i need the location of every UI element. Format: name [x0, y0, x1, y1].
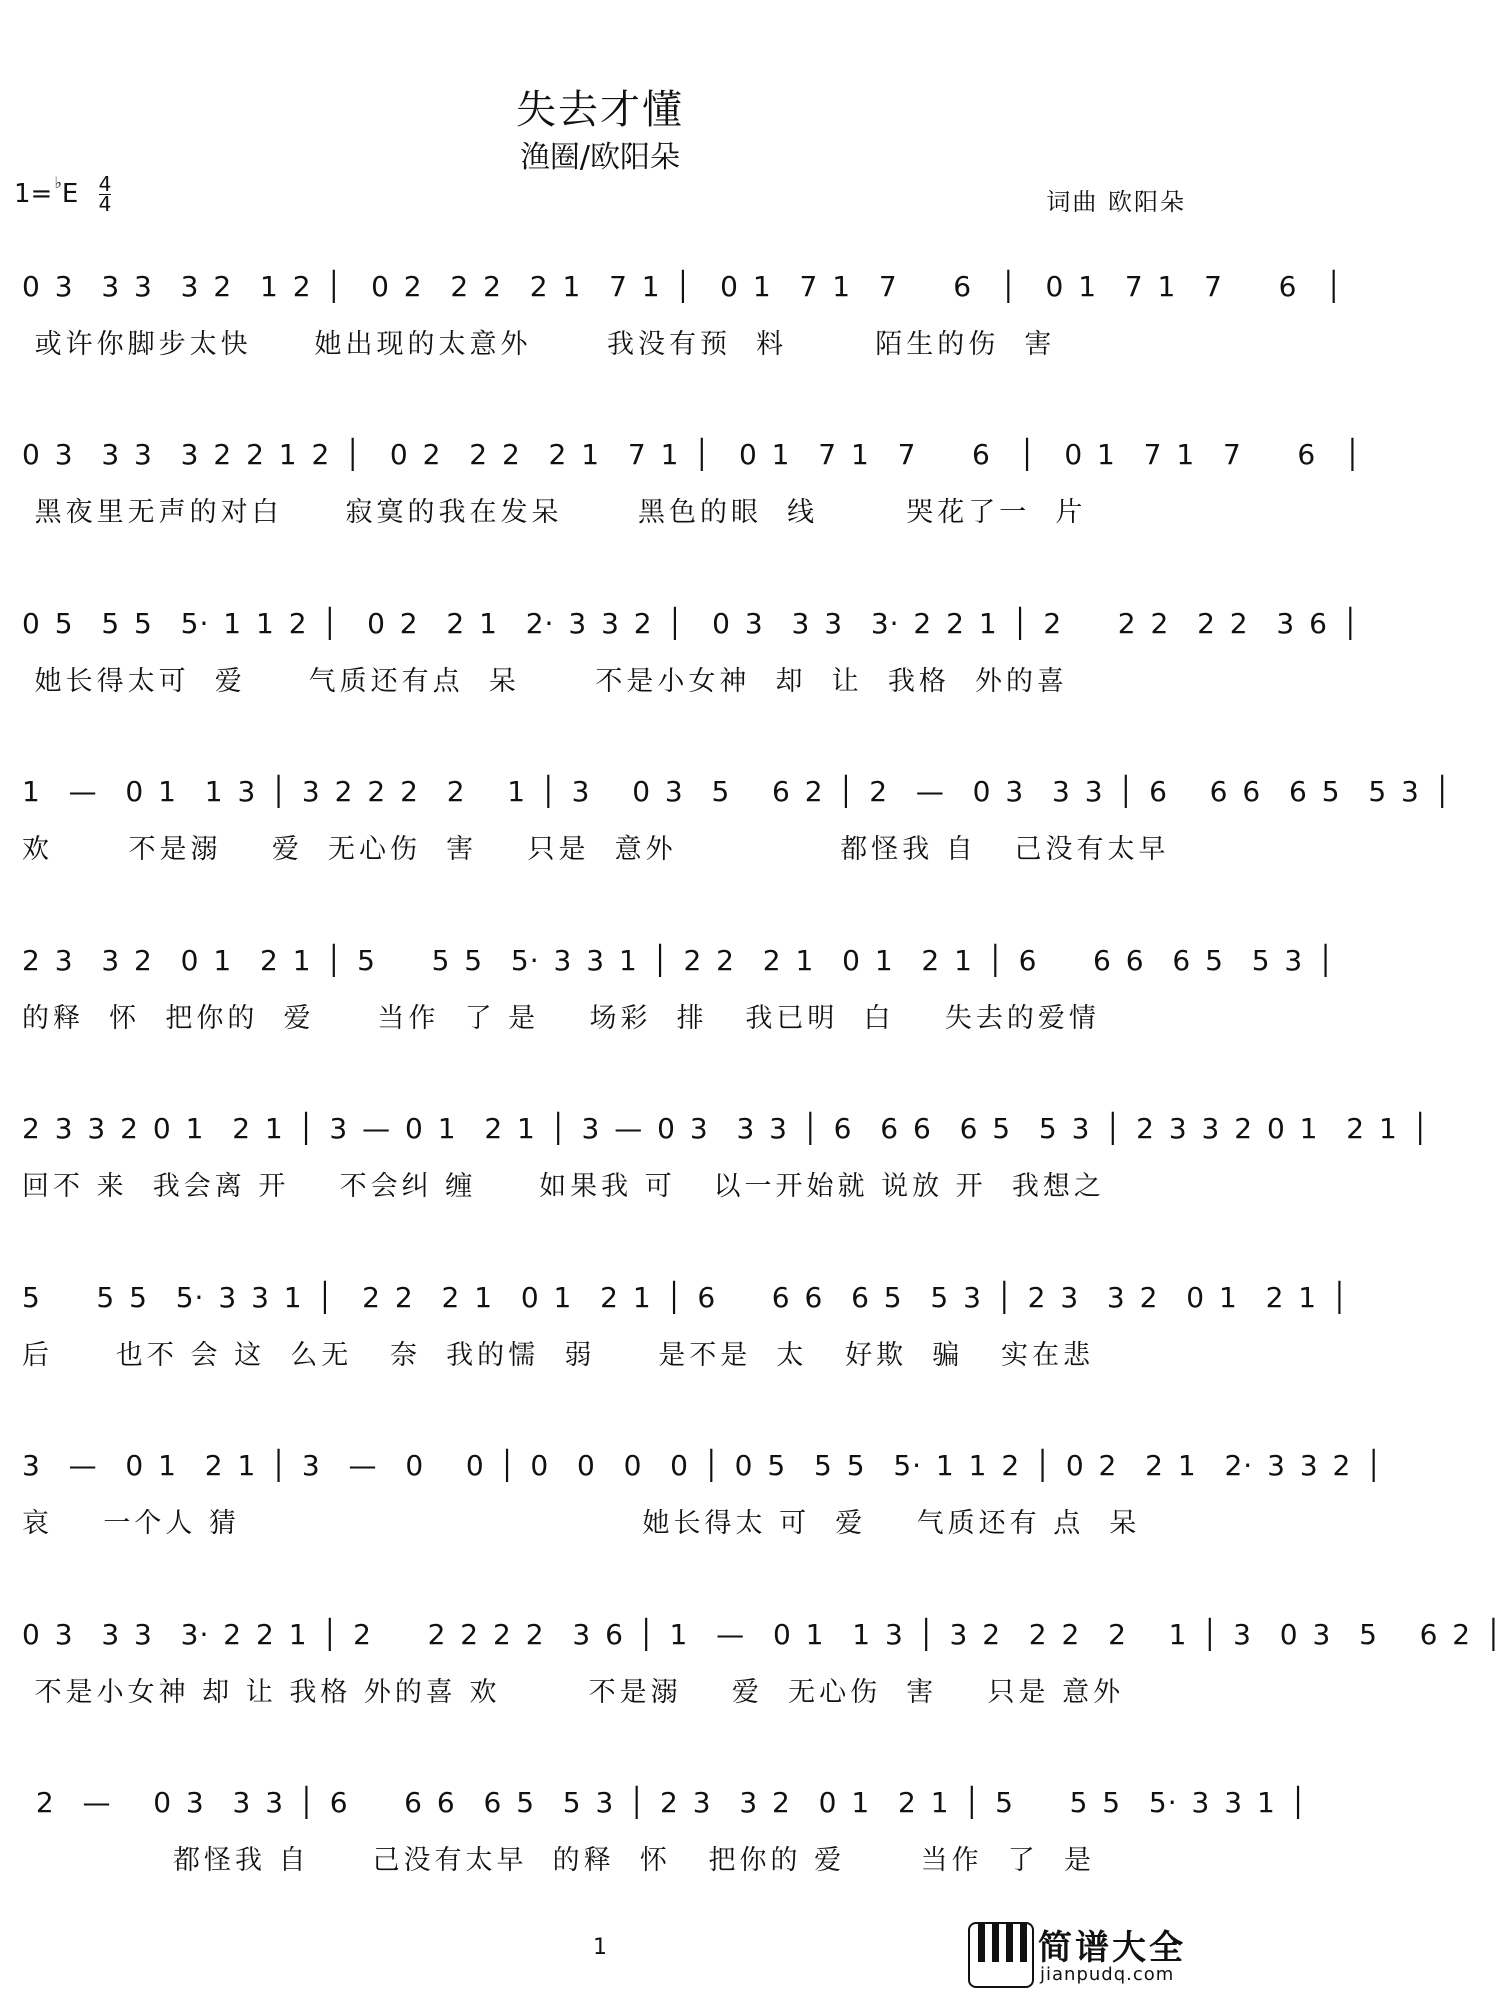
key-signature: [14, 172, 112, 216]
score-system: [22, 1786, 1308, 1886]
notes-line: 1 — 0 1 1 3 │ 3 2 2 2 2 1 │ 3 0 3 5 6 2 │ 2 — 0 3 3 3 │ 6 6 6 6 5 5 3 │: [22, 775, 1452, 808]
notes-line: 0 3 3 3 3 2 1 2 │ 0 2 2 2 2 1 7 1 │ 0 1 7 1 7 6 │ 0 1 7 1 7 6 │: [22, 270, 1344, 303]
notes-line: 5 5 5 5· 3 3 1 │ 2 2 2 1 0 1 2 1 │ 6 6 6 6 5 5 3 │ 2 3 3 2 0 1 2 1 │: [22, 1281, 1349, 1314]
notes-line: 0 5 5 5 5· 1 1 2 │ 0 2 2 1 2· 3 3 2 │ 0 3 3 3 3· 2 2 1 │ 2 2 2 2 2 3 6 │: [22, 607, 1360, 640]
lyrics-line: 不是小女神 却 让 我格 外的喜 欢 不是溺 爱 无心伤 害 只是 意外: [22, 1677, 1125, 1708]
lyrics-line: 的释 怀 把你的 爱 当作 了 是 场彩 排 我已明 白 失去的爱情: [22, 1003, 1100, 1034]
score-system: [22, 607, 1360, 707]
piano-keys-icon: [968, 1922, 1034, 1988]
score-system: [22, 944, 1335, 1044]
lyrics-line: 都怪我 自 己没有太早 的释 怀 把你的 爱 当作 了 是: [22, 1845, 1095, 1876]
time-signature-top: 4: [98, 172, 112, 196]
notes-line: 3 — 0 1 2 1 │ 3 — 0 0 │ 0 0 0 0 │ 0 5 5 5 5· 1 1 2 │ 0 2 2 1 2· 3 3 2 │: [22, 1449, 1384, 1482]
score-system: [22, 1449, 1384, 1549]
score-system: [22, 438, 1362, 538]
watermark-name: 简谱大全: [1038, 1928, 1186, 1968]
lyrics-line: 回不 来 我会离 开 不会纠 缠 如果我 可 以一开始就 说放 开 我想之: [22, 1171, 1105, 1202]
song-title: 失去才懂: [516, 87, 684, 133]
notes-line: 2 3 3 2 0 1 2 1 │ 3 — 0 1 2 1 │ 3 — 0 3 3 3 │ 6 6 6 6 5 5 3 │ 2 3 3 2 0 1 2 1 │: [22, 1112, 1430, 1145]
watermark-domain: jianpudq.com: [1040, 1964, 1175, 1985]
key-prefix: 1=: [14, 179, 53, 209]
song-subtitle: 渔圈/欧阳朵: [519, 140, 681, 175]
lyrics-line: 黑夜里无声的对白 寂寞的我在发呆 黑色的眼 线 哭花了一 片: [22, 497, 1087, 528]
key-note: E: [61, 179, 79, 209]
composer-credit: 词曲 欧阳朵: [1046, 188, 1186, 216]
lyrics-line: 后 也不 会 这 么无 奈 我的懦 弱 是不是 太 好欺 骗 实在悲: [22, 1340, 1095, 1371]
score-system: [22, 1618, 1503, 1718]
score-system: [22, 1281, 1349, 1381]
notes-line: 2 — 0 3 3 3 │ 6 6 6 6 5 5 3 │ 2 3 3 2 0 1 2 1 │ 5 5 5 5· 3 3 1 │: [22, 1786, 1308, 1819]
time-signature: [98, 172, 112, 216]
lyrics-line: 她长得太可 爱 气质还有点 呆 不是小女神 却 让 我格 外的喜: [22, 666, 1068, 697]
lyrics-line: 欢 不是溺 爱 无心伤 害 只是 意外 都怪我 自 己没有太早: [22, 834, 1170, 865]
score-system: [22, 1112, 1430, 1212]
notes-line: 0 3 3 3 3· 2 2 1 │ 2 2 2 2 2 3 6 │ 1 — 0 1 1 3 │ 3 2 2 2 2 1 │ 3 0 3 5 6 2 │: [22, 1618, 1503, 1651]
flat-sign: ♭: [54, 173, 62, 192]
notes-line: 0 3 3 3 3 2 2 1 2 │ 0 2 2 2 2 1 7 1 │ 0 1 7 1 7 6 │ 0 1 7 1 7 6 │: [22, 438, 1362, 471]
score-system: [22, 270, 1344, 370]
watermark-logo: [968, 1918, 1192, 1990]
score-system: [22, 775, 1452, 875]
page-number: 1: [593, 1935, 607, 1960]
time-signature-bottom: 4: [98, 192, 112, 216]
notes-line: 2 3 3 2 0 1 2 1 │ 5 5 5 5· 3 3 1 │ 2 2 2 1 0 1 2 1 │ 6 6 6 6 5 5 3 │: [22, 944, 1335, 977]
lyrics-line: 哀 一个人 猜 她长得太 可 爱 气质还有 点 呆: [22, 1508, 1141, 1539]
lyrics-line: 或许你脚步太快 她出现的太意外 我没有预 料 陌生的伤 害: [22, 329, 1056, 360]
